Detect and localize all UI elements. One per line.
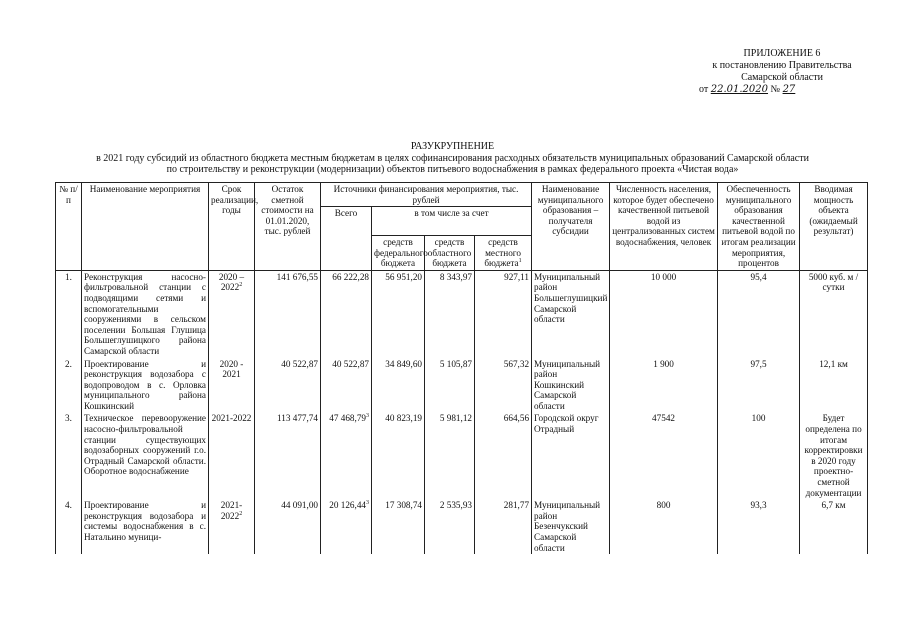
handwritten-date: 22.01.2020 (710, 84, 769, 95)
row-balance: 44 091,00 (255, 499, 321, 554)
row-provision: 97,5 (718, 358, 800, 413)
header-including: в том числе за счет (372, 207, 532, 236)
row-federal: 34 849,60 (372, 358, 425, 413)
row-term-text: 2020 - 2021 (219, 358, 244, 380)
footnote-mark: 2 (239, 510, 243, 517)
header-population: Численность населения, которое будет обеспечено качественной питьевой водой из централизованных систем водоснабжения, человек (610, 183, 718, 271)
row-term (209, 499, 255, 554)
row-total-text: 66 222,28 (332, 271, 369, 282)
row-recipient: Городской округ Отрадный (532, 412, 610, 499)
row-local: 567,32 (475, 358, 532, 413)
row-name: Проектирование и реконструкция водозабора и системы водоснабжения в с. Натальино муници- (82, 499, 209, 554)
table-row (56, 412, 868, 499)
row-balance: 40 522,87 (255, 358, 321, 413)
row-regional: 8 343,97 (425, 270, 475, 357)
date-prefix: от (699, 84, 709, 95)
header-capacity: Вводимая мощность объекта (ожидаемый результат) (800, 183, 868, 271)
table-row (56, 270, 868, 357)
footnote-mark: 3 (366, 413, 369, 420)
row-federal: 56 951,20 (372, 270, 425, 357)
row-population: 10 000 (610, 270, 718, 357)
title-subtitle-2: по строительству и реконструкции (модернизации) объектов питьевого водоснабжения в рамках федерального проекта «Чистая вода» (166, 164, 739, 175)
row-local: 927,11 (475, 270, 532, 357)
row-federal: 40 823,19 (372, 412, 425, 499)
row-capacity: 6,7 км (800, 499, 868, 554)
row-name: Реконструкция насосно-фильтровальной станции с подводящими сетями и вспомогательными сооружениями в сельском поселении Большая Глушица Большеглушицкого района Самарской области (82, 270, 209, 357)
row-capacity: Будет определена по итогам корректировки в 2020 году проектно-сметной документации (800, 412, 868, 499)
appendix-resolution: к постановлению Правительства (712, 60, 852, 71)
row-recipient: Муниципальный район Кошкинский Самарской области (532, 358, 610, 413)
title-main: РАЗУКРУПНЕНИЕ (410, 141, 495, 152)
header-balance: Остаток сметной стоимости на 01.01.2020, тыс. рублей (255, 183, 321, 271)
subsidy-table (55, 182, 868, 554)
row-balance: 113 477,74 (255, 412, 321, 499)
row-term-text: 2021-2022 (220, 500, 243, 521)
row-local: 664,56 (475, 412, 532, 499)
row-regional: 5 105,87 (425, 358, 475, 413)
header-regional: средств областного бюджета (425, 235, 475, 270)
footnote-mark: 2 (239, 282, 243, 289)
appendix-region: Самарской области (741, 72, 823, 83)
header-num: № п/п (56, 183, 82, 271)
row-recipient: Муниципальный район Большеглушицкий Самарской области (532, 270, 610, 357)
row-federal: 17 308,74 (372, 499, 425, 554)
row-capacity: 12,1 км (800, 358, 868, 413)
row-population: 47542 (610, 412, 718, 499)
row-num: 3. (56, 412, 82, 499)
appendix-title: ПРИЛОЖЕНИЕ 6 (743, 48, 821, 59)
row-total-text: 40 522,87 (332, 358, 369, 369)
title-subtitle-1: в 2021 году субсидий из областного бюджета местным бюджетам в целях софинансирования расходных обязательств муниципальных образований Самарской области (96, 152, 809, 164)
row-term (209, 358, 255, 413)
header-term: Срок реализации, годы (209, 183, 255, 271)
row-term (209, 270, 255, 357)
header-recipient: Наименование муниципального образования – получателя субсидии (532, 183, 610, 271)
row-population: 1 900 (610, 358, 718, 413)
row-num: 1. (56, 270, 82, 357)
row-num: 2. (56, 358, 82, 413)
row-total (321, 270, 372, 357)
appendix-block (697, 48, 867, 96)
row-recipient: Муниципальный район Безенчукский Самарской области (532, 499, 610, 554)
row-total-text: 47 468,79 (329, 413, 366, 424)
row-term-text: 2021-2022 (211, 413, 252, 424)
table-row (56, 499, 868, 554)
header-federal: средств федерального бюджета (372, 235, 425, 270)
footnote-mark: 3 (366, 500, 369, 507)
row-regional: 2 535,93 (425, 499, 475, 554)
row-local: 281,77 (475, 499, 532, 554)
row-name: Техническое перевооружение насосно-фильтровальной станции существующих водозаборных сооружений г.о. Отрадный Самарской области. Оборотное водоснабжение (82, 412, 209, 499)
header-local-label: средств местного бюджета (484, 236, 521, 269)
row-num: 4. (56, 499, 82, 554)
header-local (475, 235, 532, 270)
header-provision: Обеспеченность муниципального образования качественной питьевой водой по итогам реализации мероприятия, процентов (718, 183, 800, 271)
row-provision: 95,4 (718, 270, 800, 357)
document-title (0, 141, 905, 176)
header-row-1 (56, 183, 868, 207)
row-total (321, 499, 372, 554)
number-label: № (770, 84, 781, 95)
row-name: Проектирование и реконструкция водозабора с водопроводом в с. Орловка муниципального района Кошкинский (82, 358, 209, 413)
header-sources: Источники финансирования мероприятия, тыс. рублей (321, 183, 532, 207)
row-regional: 5 981,12 (425, 412, 475, 499)
row-provision: 100 (718, 412, 800, 499)
row-population: 800 (610, 499, 718, 554)
row-total (321, 358, 372, 413)
row-term (209, 412, 255, 499)
table-row (56, 358, 868, 413)
row-term-text: 2020 – 2022 (218, 271, 245, 293)
row-provision: 93,3 (718, 499, 800, 554)
footnote-mark: 1 (518, 258, 522, 265)
row-capacity: 5000 куб. м / сутки (800, 270, 868, 357)
appendix-date-line (697, 84, 867, 96)
row-balance: 141 676,55 (255, 270, 321, 357)
header-total: Всего (321, 207, 372, 271)
handwritten-number: 27 (782, 84, 796, 95)
header-name: Наименование мероприятия (82, 183, 209, 271)
row-total (321, 412, 372, 499)
row-total-text: 20 126,44 (329, 500, 366, 511)
